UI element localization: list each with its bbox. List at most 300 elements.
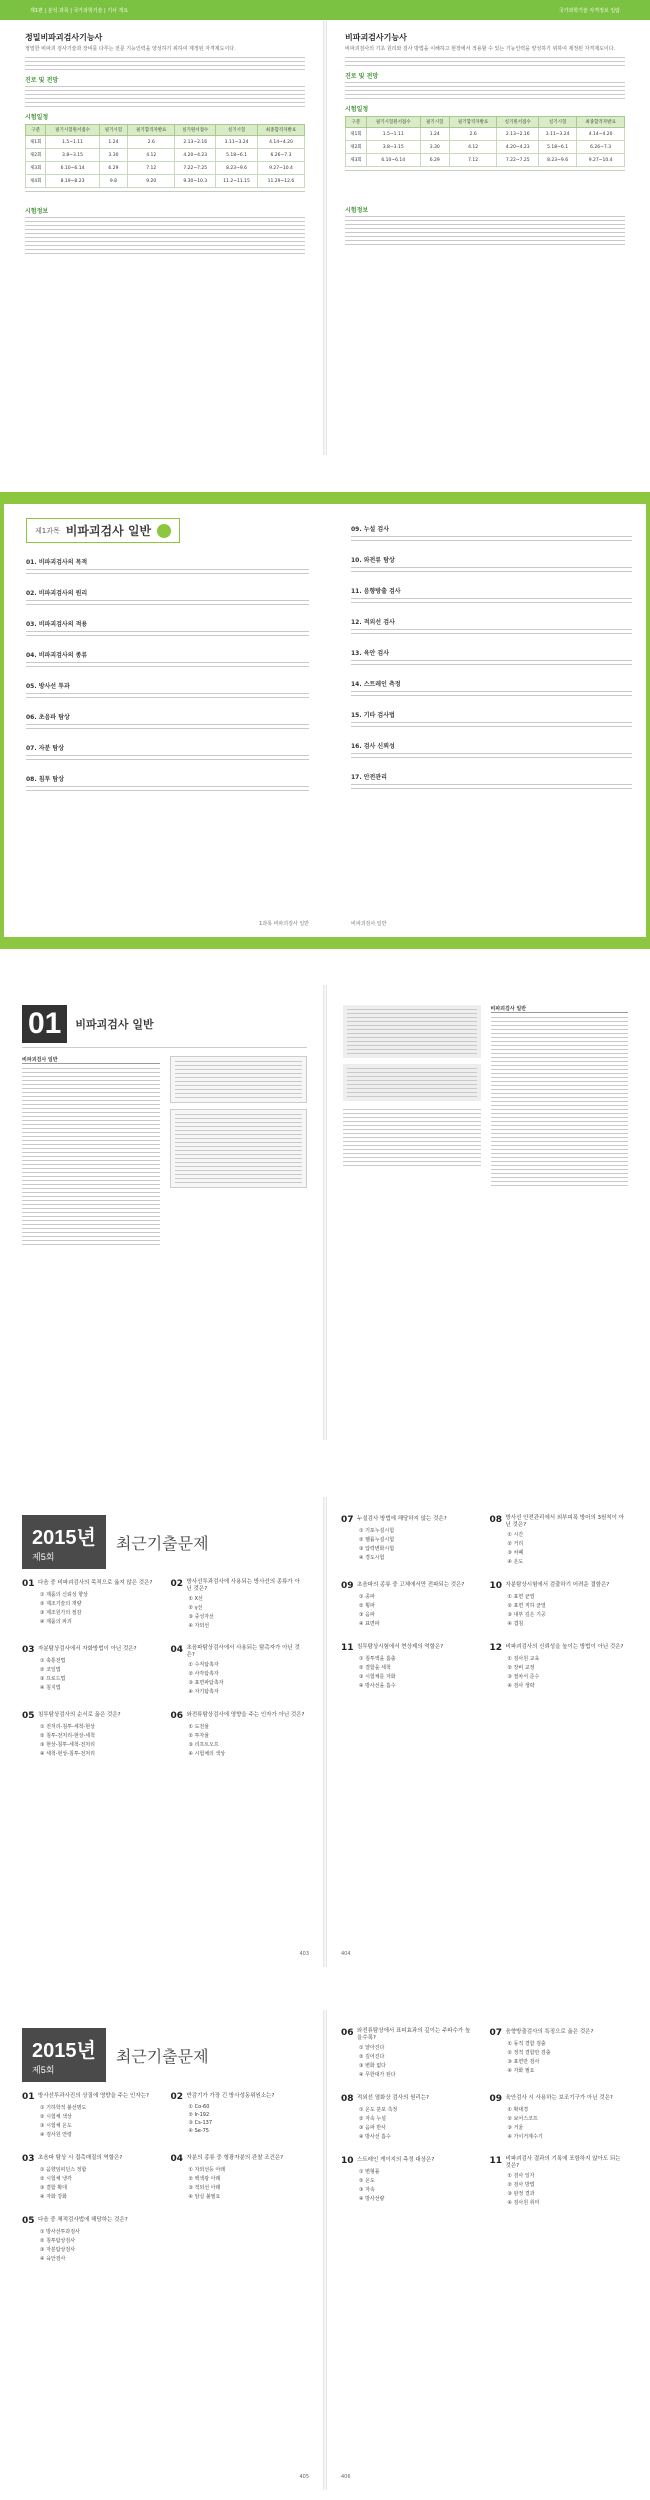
green-band-top bbox=[0, 492, 650, 504]
question-text: 방사선 안전관리에서 외부피폭 방어의 3원칙이 아닌 것은? bbox=[505, 1515, 625, 1528]
question-number: 09 bbox=[341, 1581, 354, 1591]
summary-item-title: 11. 음향방출 검사 bbox=[351, 588, 401, 595]
chapter01-gray-box-1 bbox=[343, 1005, 481, 1058]
left-body-lines bbox=[25, 57, 305, 70]
year-badge-2 bbox=[22, 2028, 106, 2082]
question-text: 자분탐상시험에서 검출하기 어려운 결함은? bbox=[505, 1582, 610, 1588]
table-cell: 3.8~3.15 bbox=[366, 141, 420, 154]
question-text: 와전류탐상에서 표피효과의 깊이는 주파수가 높을수록? bbox=[357, 2028, 471, 2041]
question-option: ② 횡파 bbox=[359, 1603, 375, 1609]
summary-item bbox=[351, 524, 632, 541]
question-option: ② 깊어진다 bbox=[359, 2054, 385, 2060]
table-cell: 5.18~6.1 bbox=[216, 149, 258, 162]
question-option: ① X선 bbox=[188, 1596, 203, 1602]
question-options bbox=[490, 1593, 629, 1627]
summary-item-lines bbox=[351, 660, 632, 665]
table-cell: 7.12 bbox=[449, 154, 497, 167]
question-options bbox=[341, 2168, 480, 2202]
summary-item bbox=[351, 741, 632, 758]
exam2-right-page-number: 406 bbox=[341, 2474, 351, 2480]
summary-item-title: 08. 침투 탐상 bbox=[26, 776, 64, 783]
question-options bbox=[341, 2106, 480, 2140]
header-right-text: 국가과학기술 자격정보 일람 bbox=[558, 7, 620, 14]
summary-item-lines bbox=[351, 691, 632, 696]
table-cell: 4.12 bbox=[128, 149, 175, 162]
summary-item bbox=[26, 712, 309, 729]
chapter01-col-d-header: 비파괴검사 일반 bbox=[491, 1005, 629, 1013]
table-cell: 제4회 bbox=[26, 175, 46, 188]
table-cell: 7.22~7.25 bbox=[497, 154, 539, 167]
summary-item-lines bbox=[26, 662, 309, 667]
table-cell: 제1회 bbox=[346, 128, 367, 141]
question-number: 02 bbox=[170, 1579, 184, 1589]
left-section-career: 진로 및 전망 bbox=[25, 77, 59, 84]
question-option: ④ Se-75 bbox=[188, 2128, 209, 2134]
header-left-text: 제1편 | 분석 과목 | 국가과학기술 | 기사 개요 bbox=[30, 7, 129, 14]
chapter-emblem-icon bbox=[157, 524, 171, 538]
page-spread-chapter-01 bbox=[0, 985, 650, 1440]
question-option: ② 결함을 세척 bbox=[359, 1665, 391, 1671]
exam-left-page bbox=[0, 1497, 325, 1967]
chapter01-col-a-header: 비파괴검사 일반 bbox=[22, 1056, 160, 1064]
exam-heading bbox=[22, 1515, 309, 1569]
question-option: ② 코일법 bbox=[40, 1667, 61, 1673]
question-text: 와전류탐상검사에 영향을 주는 인자가 아닌 것은? bbox=[186, 1712, 305, 1718]
question-options bbox=[22, 1591, 161, 1625]
chapter01-col-c bbox=[343, 1005, 481, 1186]
question-option: ④ 방사선을 흡수 bbox=[359, 1683, 396, 1689]
question-item bbox=[341, 2028, 480, 2078]
left-page bbox=[0, 20, 325, 455]
question-option: ① 축통전법 bbox=[40, 1658, 66, 1664]
summary-item bbox=[351, 710, 632, 727]
question-options bbox=[22, 1657, 161, 1691]
question-item bbox=[490, 2028, 629, 2078]
question-option: ④ 침지법 bbox=[40, 1685, 61, 1691]
table-cell: 3.11~3.24 bbox=[216, 136, 258, 149]
question-text: 적외선 열화상 검사의 원리는? bbox=[357, 2095, 429, 2101]
table-cell: 3.8~3.15 bbox=[46, 149, 99, 162]
question-number: 07 bbox=[341, 1515, 354, 1525]
summary-item-title: 03. 비파괴검사의 적용 bbox=[26, 621, 88, 628]
summary-item-lines bbox=[26, 786, 309, 791]
table-cell: 6.29 bbox=[420, 154, 449, 167]
question-option: ③ 자분탐상검사 bbox=[40, 2247, 76, 2253]
table-cell: 1.24 bbox=[99, 136, 128, 149]
table-header-cell: 필기시험 bbox=[420, 117, 449, 128]
summary-item-title: 13. 육안 검사 bbox=[351, 650, 389, 657]
summary-item bbox=[26, 557, 309, 574]
table-cell: 2.13~2.16 bbox=[175, 136, 216, 149]
table-cell: 1.24 bbox=[420, 128, 449, 141]
table-header-cell: 필기시험 bbox=[99, 125, 128, 136]
summary-item-title: 10. 와전류 탐상 bbox=[351, 557, 395, 564]
question-text: 스트레인 게이지의 측정 대상은? bbox=[357, 2157, 435, 2163]
question-option: ③ 판정 결과 bbox=[507, 2191, 535, 2197]
table-cell: 6.26~7.3 bbox=[577, 141, 625, 154]
question-options bbox=[171, 1661, 310, 1695]
chapter01-left-page bbox=[0, 985, 325, 1440]
chapter-title: 비파괴검사 일반 bbox=[65, 524, 152, 538]
question-text: 다음 중 비파괴검사의 목적으로 옳지 않은 것은? bbox=[38, 1580, 153, 1586]
question-text: 초음파탐상검사에서 사용되는 탐촉자가 아닌 것은? bbox=[186, 1645, 300, 1658]
question-option: ③ 자속 bbox=[359, 2187, 375, 2193]
summary-item-title: 14. 스트레인 측정 bbox=[351, 681, 401, 688]
question-item bbox=[490, 2094, 629, 2140]
question-option: ④ 가이거계수기 bbox=[507, 2134, 543, 2140]
question-text: 자분탐상검사에서 자화방법이 아닌 것은? bbox=[38, 1646, 137, 1652]
table-cell: 9.30~10.3 bbox=[175, 175, 216, 188]
table-header-cell: 최종합격자발표 bbox=[577, 117, 625, 128]
green-band-bottom bbox=[0, 937, 650, 949]
table-cell: 9.27~10.4 bbox=[257, 162, 304, 175]
right-schedule-table bbox=[345, 116, 625, 167]
exam-right-page-number: 404 bbox=[341, 1951, 351, 1957]
summary-item-title: 07. 자분 탐상 bbox=[26, 745, 64, 752]
question-text: 다음 중 체적검사법에 해당하는 것은? bbox=[38, 2217, 128, 2223]
question-option: ③ 내부 깊은 기공 bbox=[507, 1612, 546, 1618]
question-option: ① 침투액을 흡출 bbox=[359, 1656, 396, 1662]
question-options bbox=[490, 2040, 629, 2074]
left-career-lines bbox=[25, 86, 305, 107]
question-option: ① 온도 분포 측정 bbox=[359, 2107, 398, 2113]
question-text: 침투탐상시험에서 현상제의 역할은? bbox=[357, 1644, 444, 1650]
table-cell: 9.27~10.4 bbox=[577, 154, 625, 167]
question-option: ② 정적 결함만 검출 bbox=[507, 2050, 551, 2056]
question-item bbox=[22, 1645, 161, 1695]
table-cell: 11.2~11.15 bbox=[216, 175, 258, 188]
table-row bbox=[346, 154, 625, 167]
question-option: ② 투자율 bbox=[188, 1733, 210, 1739]
summary-item-title: 04. 비파괴검사의 종류 bbox=[26, 652, 88, 659]
chapter01-right-columns bbox=[343, 1005, 628, 1186]
question-option: ③ 적외선 아래 bbox=[188, 2185, 221, 2191]
question-options bbox=[490, 2172, 629, 2206]
question-options bbox=[341, 2044, 480, 2078]
table-header-cell: 필기합격자발표 bbox=[128, 125, 175, 136]
question-text: 육안검사 시 사용하는 보조기구가 아닌 것은? bbox=[505, 2095, 613, 2101]
question-item bbox=[171, 2154, 310, 2200]
table-header-cell: 구분 bbox=[346, 117, 367, 128]
table-row bbox=[346, 141, 625, 154]
question-number: 08 bbox=[341, 2094, 354, 2104]
question-option: ③ 절차서 준수 bbox=[507, 1674, 540, 1680]
table-cell: 2.6 bbox=[449, 128, 497, 141]
summary-item-title: 05. 방사선 투과 bbox=[26, 683, 70, 690]
summary-item bbox=[26, 743, 309, 760]
table-cell: 5.18~6.1 bbox=[538, 141, 576, 154]
chapter01-note-box-2 bbox=[170, 1109, 308, 1188]
question-option: ③ 리프트오프 bbox=[188, 1742, 219, 1748]
question-option: ③ 음파 bbox=[359, 1612, 375, 1618]
question-number: 10 bbox=[341, 2156, 354, 2166]
question-option: ② 표면 직하 균열 bbox=[507, 1603, 546, 1609]
summary-right-page bbox=[329, 504, 650, 937]
chapter-number: 01 bbox=[22, 1005, 67, 1043]
table-cell: 4.20~4.23 bbox=[175, 149, 216, 162]
question-option: ① 종파 bbox=[359, 1594, 375, 1600]
question-options bbox=[171, 1723, 310, 1757]
top-header-bar bbox=[0, 0, 650, 20]
table-header-cell: 최종합격자발표 bbox=[257, 125, 304, 136]
summary-item-title: 06. 초음파 탐상 bbox=[26, 714, 70, 721]
question-options bbox=[490, 1655, 629, 1689]
question-options bbox=[341, 1655, 480, 1689]
question-options bbox=[22, 2104, 161, 2138]
left-footer: 1과목 비파괴검사 일반 bbox=[259, 921, 309, 927]
question-option: ④ 자화 강화 bbox=[40, 2194, 67, 2200]
question-option: ① 도전율 bbox=[188, 1724, 210, 1730]
table-header-cell: 실기시험 bbox=[216, 125, 258, 136]
question-option: ② 침투탐상검사 bbox=[40, 2238, 76, 2244]
table-cell: 9.8 bbox=[99, 175, 128, 188]
exam-left-page-number: 403 bbox=[299, 1951, 309, 1957]
exam2-left-page bbox=[0, 2010, 325, 2490]
right-section-career: 진로 및 전망 bbox=[345, 73, 379, 80]
question-number: 06 bbox=[341, 2028, 354, 2038]
question-option: ② 백색광 아래 bbox=[188, 2176, 221, 2182]
question-number: 12 bbox=[489, 1643, 503, 1653]
question-option: ① 검사원 교육 bbox=[507, 1656, 540, 1662]
left-section-info: 시험정보 bbox=[25, 208, 49, 215]
question-item bbox=[341, 1643, 480, 1689]
question-item bbox=[341, 2094, 480, 2140]
table-row bbox=[346, 128, 625, 141]
question-number: 10 bbox=[489, 1581, 503, 1591]
left-section-schedule: 시험일정 bbox=[25, 114, 49, 121]
question-option: ① 방사선투과검사 bbox=[40, 2229, 80, 2235]
question-item bbox=[341, 2156, 480, 2206]
right-table-note bbox=[345, 170, 625, 171]
summary-item-lines bbox=[26, 569, 309, 574]
exam2-right-page bbox=[325, 2010, 650, 2490]
table-header-cell: 필기합격자발표 bbox=[449, 117, 497, 128]
right-page-title: 비파괴검사기능사 bbox=[345, 33, 407, 42]
question-number: 09 bbox=[489, 2094, 503, 2104]
question-option: ② 온도 bbox=[359, 2178, 375, 2184]
question-number: 03 bbox=[22, 2154, 35, 2164]
left-page-intro: 정밀한 비파괴 검사기술과 장비를 다루는 전문 기능인력을 양성하기 위하여 제정된 자격제도이다. bbox=[25, 46, 236, 52]
table-header-cell: 필기시험원서접수 bbox=[46, 125, 99, 136]
left-info-lines bbox=[25, 217, 305, 254]
question-option: ① 얕아진다 bbox=[359, 2045, 385, 2051]
summary-item-lines bbox=[26, 631, 309, 636]
summary-item bbox=[26, 650, 309, 667]
table-cell: 6.26~7.3 bbox=[257, 149, 304, 162]
summary-item bbox=[351, 648, 632, 665]
question-text: 누설검사 방법에 해당하지 않는 것은? bbox=[357, 1516, 447, 1522]
question-number: 05 bbox=[22, 1711, 35, 1721]
summary-item-lines bbox=[351, 784, 632, 789]
question-option: ③ 프로드법 bbox=[40, 1676, 66, 1682]
chapter01-title: 비파괴검사 일반 bbox=[75, 1018, 154, 1031]
question-number: 11 bbox=[341, 1643, 354, 1653]
table-cell: 4.14~4.20 bbox=[257, 136, 304, 149]
exam2-title: 최근기출문제 bbox=[115, 2048, 209, 2066]
question-option: ④ 자외선 bbox=[188, 1623, 210, 1629]
table-cell: 11.29~12.6 bbox=[257, 175, 304, 188]
table-cell: 8.23~9.6 bbox=[216, 162, 258, 175]
exam-right-page bbox=[325, 1497, 650, 1967]
exam2-round: 제5회 bbox=[32, 2065, 55, 2075]
table-cell: 3.30 bbox=[420, 141, 449, 154]
question-option: ③ 거울 bbox=[507, 2125, 524, 2131]
question-item bbox=[490, 2156, 629, 2206]
question-option: ① 자외선등 아래 bbox=[188, 2167, 226, 2173]
chapter01-col-d bbox=[491, 1005, 629, 1186]
right-section-info: 시험정보 bbox=[345, 207, 369, 214]
question-option: ② 시험체 냉각 bbox=[40, 2176, 72, 2182]
question-option: ② 헬륨누설시험 bbox=[359, 1537, 395, 1543]
summary-item-lines bbox=[351, 629, 632, 634]
question-option: ① 제품의 신뢰성 향상 bbox=[40, 1592, 88, 1598]
table-row bbox=[26, 162, 305, 175]
question-text: 방사선투과사진의 상질에 영향을 주는 인자는? bbox=[38, 2093, 149, 2099]
question-text: 초음파의 종류 중 고체에서만 전파되는 것은? bbox=[357, 1582, 465, 1588]
question-option: ① 기포누설시험 bbox=[359, 1528, 395, 1534]
table-row bbox=[26, 136, 305, 149]
question-option: ② 검사 방법 bbox=[507, 2182, 535, 2188]
question-item bbox=[490, 1581, 629, 1627]
table-cell: 1.5~1.11 bbox=[46, 136, 99, 149]
chapter01-left-columns bbox=[22, 1056, 307, 1245]
right-page-intro: 비파괴검사의 기초 원리와 검사 방법을 이해하고 현장에서 적용할 수 있는 기능인력을 양성하기 위하여 제정된 자격제도이다. bbox=[345, 46, 616, 52]
question-options bbox=[22, 2228, 161, 2262]
question-option: ④ 경도시험 bbox=[359, 1555, 385, 1561]
question-item bbox=[171, 1579, 310, 1629]
question-options bbox=[171, 2104, 310, 2134]
exam2-heading bbox=[22, 2028, 309, 2082]
question-option: ① 기하학적 불선명도 bbox=[40, 2105, 87, 2111]
year-badge bbox=[22, 1515, 106, 1569]
table-header-cell: 구분 bbox=[26, 125, 46, 136]
question-option: ② 침투-전처리-현상-세척 bbox=[40, 1733, 95, 1739]
question-options bbox=[490, 2106, 629, 2140]
question-option: ④ 방사선 흡수 bbox=[359, 2134, 391, 2140]
question-options bbox=[22, 2166, 161, 2200]
table-cell: 6.10~6.14 bbox=[366, 154, 420, 167]
summary-item bbox=[26, 619, 309, 636]
right-career-lines bbox=[345, 82, 625, 99]
summary-item bbox=[351, 617, 632, 634]
question-option: ① 검사 일자 bbox=[507, 2173, 535, 2179]
question-text: 침투탐상검사의 순서로 옳은 것은? bbox=[38, 1712, 121, 1718]
question-option: ③ 현상-침투-세척-전처리 bbox=[40, 1742, 95, 1748]
question-option: ④ 자화 필요 bbox=[507, 2068, 535, 2074]
question-option: ① 전처리-침투-세척-현상 bbox=[40, 1724, 95, 1730]
table-cell: 4.20~4.23 bbox=[497, 141, 539, 154]
question-number: 05 bbox=[22, 2216, 35, 2226]
question-item bbox=[490, 1515, 629, 1565]
chapter01-col-b bbox=[170, 1056, 308, 1245]
summary-item-title: 12. 적외선 검사 bbox=[351, 619, 395, 626]
question-text: 방사선투과검사에 사용되는 방사선의 종류가 아닌 것은? bbox=[186, 1579, 300, 1592]
summary-item-lines bbox=[26, 600, 309, 605]
question-option: ④ 겹침 bbox=[507, 1621, 524, 1627]
question-option: ① 시간 bbox=[507, 1532, 524, 1538]
table-cell: 6.10~6.14 bbox=[46, 162, 99, 175]
summary-item-lines bbox=[26, 724, 309, 729]
question-option: ② 자속 누설 bbox=[359, 2116, 386, 2122]
question-option: ④ 표면파 bbox=[359, 1621, 380, 1627]
question-option: ③ 결함 확대 bbox=[40, 2185, 67, 2191]
table-cell: 7.12 bbox=[128, 162, 175, 175]
question-text: 음향방출검사의 특징으로 옳은 것은? bbox=[505, 2029, 594, 2035]
question-option: ④ 제품의 파괴 bbox=[40, 1619, 72, 1625]
question-option: ④ 방사선량 bbox=[359, 2196, 385, 2202]
question-option: ④ 세척-현상-침투-전처리 bbox=[40, 1751, 95, 1757]
question-option: ③ 제조원가의 절감 bbox=[40, 1610, 82, 1616]
chapter01-col-a bbox=[22, 1056, 160, 1245]
summary-left-list bbox=[26, 557, 309, 791]
question-number: 03 bbox=[22, 1645, 35, 1655]
table-header-cell: 실기시험 bbox=[538, 117, 576, 128]
exam-title: 최근기출문제 bbox=[115, 1535, 209, 1553]
question-option: ① 변형률 bbox=[359, 2169, 380, 2175]
summary-item-lines bbox=[351, 598, 632, 603]
chapter01-col-a-lines bbox=[22, 1068, 160, 1245]
question-options bbox=[490, 1531, 629, 1565]
question-option: ④ 온도 bbox=[507, 1559, 524, 1565]
summary-left-page bbox=[4, 504, 329, 937]
chapter01-col-c-lines bbox=[343, 1109, 481, 1166]
summary-item-title: 17. 안전관리 bbox=[351, 774, 387, 781]
question-option: ② 제조기술의 개량 bbox=[40, 1601, 82, 1607]
question-number: 08 bbox=[489, 1515, 503, 1525]
summary-item-title: 01. 비파괴검사의 목적 bbox=[26, 559, 88, 566]
question-option: ④ 육안검사 bbox=[40, 2256, 66, 2262]
summary-item-lines bbox=[26, 755, 309, 760]
summary-item bbox=[351, 555, 632, 572]
exam-year: 2015년 bbox=[32, 1527, 96, 1549]
question-item bbox=[22, 1711, 161, 1757]
question-option: ② 보어스코프 bbox=[507, 2116, 538, 2122]
question-item bbox=[341, 1515, 480, 1565]
question-options bbox=[22, 1723, 161, 1757]
chapter01-right-page bbox=[325, 985, 650, 1440]
question-number: 02 bbox=[170, 2092, 184, 2102]
question-option: ③ 압력변화시험 bbox=[359, 1546, 395, 1552]
table-cell: 8.23~9.6 bbox=[538, 154, 576, 167]
question-option: ④ 자기탐촉자 bbox=[188, 1689, 219, 1695]
exam2-left-questions bbox=[22, 2092, 309, 2272]
question-item bbox=[22, 2216, 161, 2262]
question-text: 초음파 탐상 시 접촉매질의 역할은? bbox=[38, 2155, 123, 2161]
question-option: ④ 시험체의 색상 bbox=[188, 1751, 226, 1757]
question-item bbox=[171, 1711, 310, 1757]
question-text: 반감기가 가장 긴 방사성동위원소는? bbox=[186, 2093, 275, 2099]
question-number: 06 bbox=[170, 1711, 184, 1721]
question-item bbox=[22, 2092, 161, 2138]
table-cell: 제3회 bbox=[26, 162, 46, 175]
table-header-cell: 실기원서접수 bbox=[497, 117, 539, 128]
summary-item-lines bbox=[351, 753, 632, 758]
summary-item bbox=[26, 588, 309, 605]
table-cell: 3.30 bbox=[99, 149, 128, 162]
question-options bbox=[341, 1593, 480, 1627]
question-number: 04 bbox=[170, 1645, 184, 1655]
question-option: ② 거리 bbox=[507, 1541, 524, 1547]
table-cell: 제2회 bbox=[346, 141, 367, 154]
question-option: ② γ선 bbox=[188, 1605, 203, 1611]
exam2-year: 2015년 bbox=[32, 2040, 96, 2062]
question-options bbox=[171, 2166, 310, 2200]
question-option: ③ 차폐 bbox=[507, 1550, 524, 1556]
chapter-heading-box bbox=[26, 518, 180, 543]
table-cell: 7.22~7.25 bbox=[175, 162, 216, 175]
summary-item bbox=[351, 586, 632, 603]
right-body-lines bbox=[345, 57, 625, 66]
